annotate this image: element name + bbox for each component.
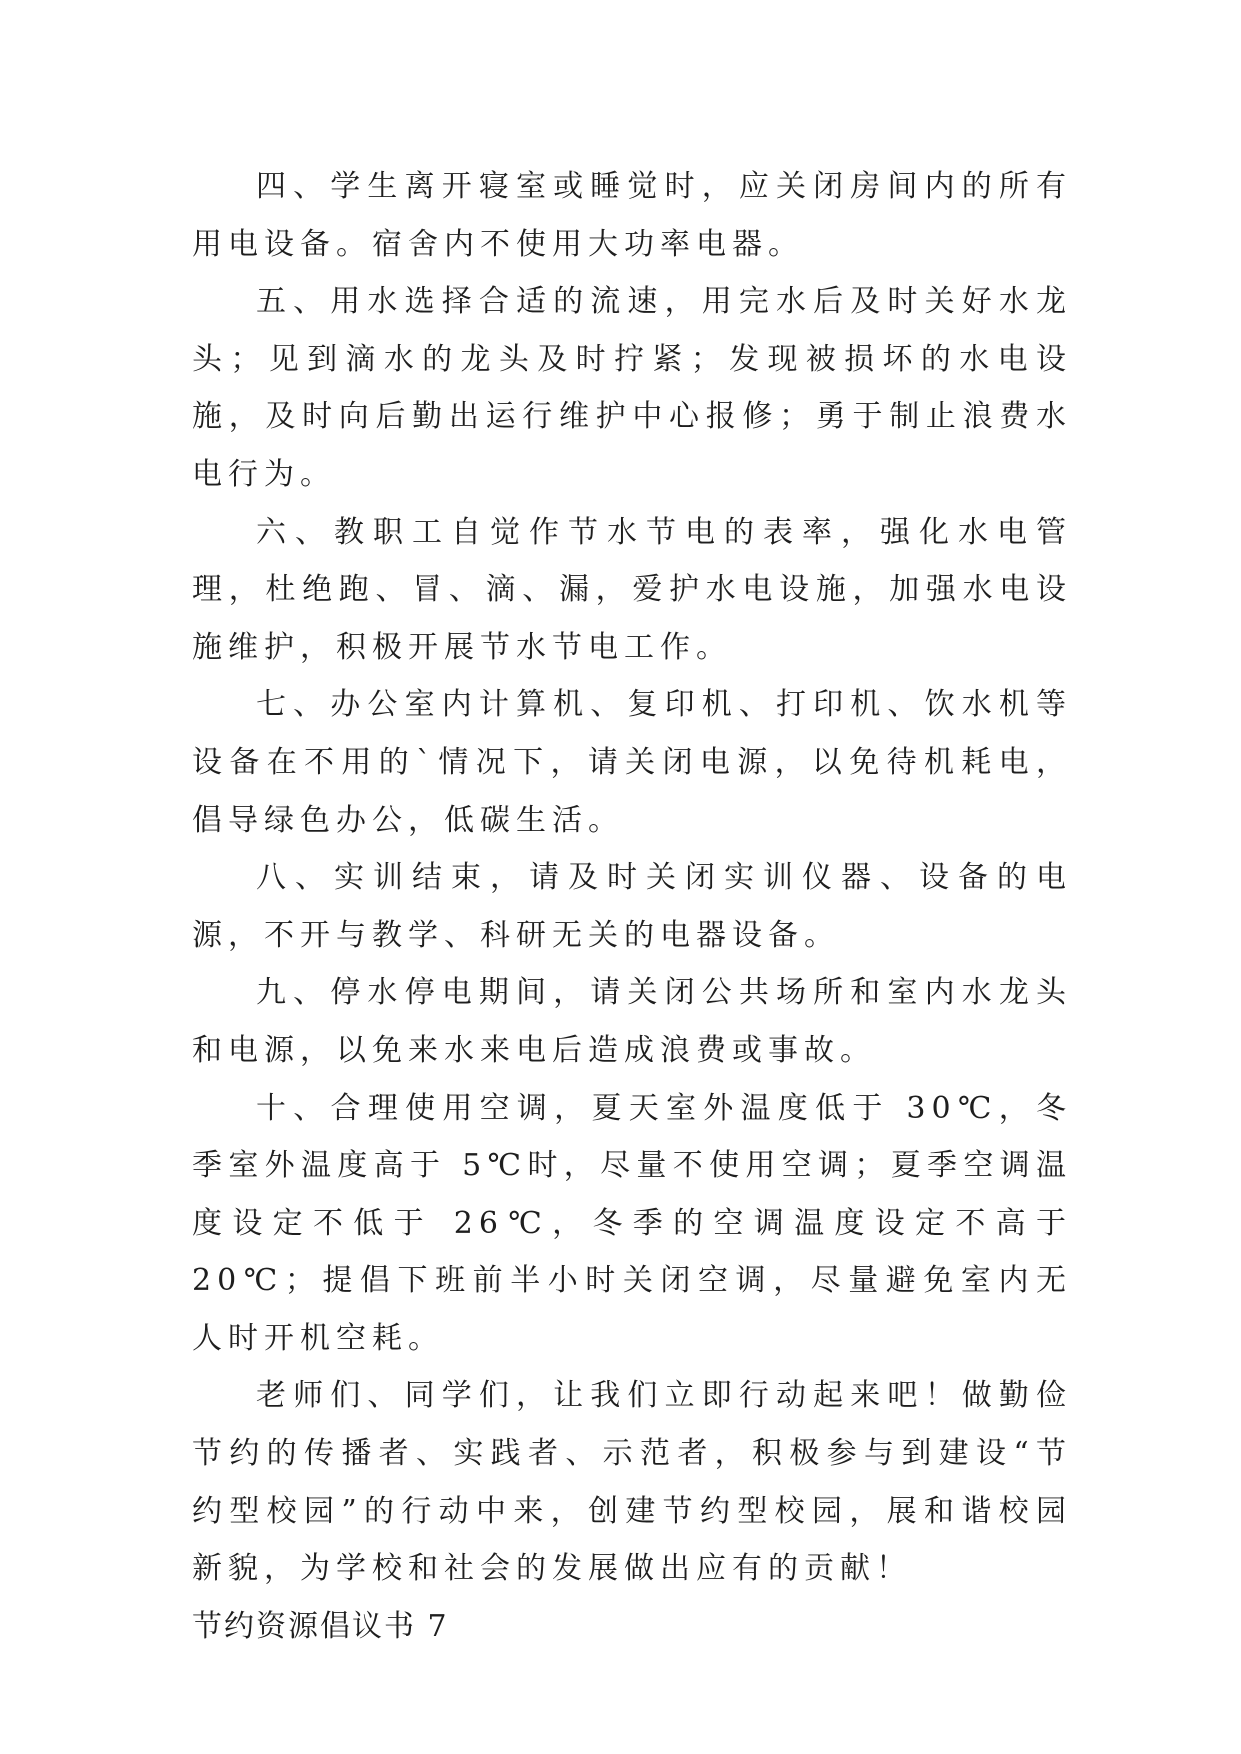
document-body — [192, 158, 1072, 1655]
closing-paragraph: 老师们、同学们，让我们立即行动起来吧！做勤俭节约的传播者、实践者、示范者，积极参与到建设“节约型校园”的行动中来，创建节约型校园，展和谐校园新貌，为学校和社会的发展做出应有的贡献！ — [192, 1378, 1072, 1587]
paragraph-item-4: 四、学生离开寝室或睡觉时，应关闭房间内的所有用电设备。宿舍内不使用大功率电器。 — [192, 169, 1072, 262]
paragraph-item-6: 六、教职工自觉作节水节电的表率，强化水电管理，杜绝跑、冒、滴、漏，爱护水电设施，加强水电设施维护，积极开展节水节电工作。 — [192, 514, 1072, 665]
paragraph-item-10: 十、合理使用空调，夏天室外温度低于 30℃，冬季室外温度高于 5℃时，尽量不使用空调；夏季空调温度设定不低于 26℃，冬季的空调温度设定不高于 20℃；提倡下班前半小时关闭空调，尽量避免室内无人时开机空耗。 — [192, 1090, 1072, 1356]
paragraph-item-9: 九、停水停电期间，请关闭公共场所和室内水龙头和电源，以免来水来电后造成浪费或事故。 — [192, 975, 1072, 1068]
paragraph-item-8: 八、实训结束，请及时关闭实训仪器、设备的电源，不开与教学、科研无关的电器设备。 — [192, 860, 1072, 953]
next-section-title: 节约资源倡议书 7 — [192, 1608, 449, 1644]
paragraph-item-7: 七、办公室内计算机、复印机、打印机、饮水机等设备在不用的`情况下，请关闭电源，以免待机耗电，倡导绿色办公，低碳生活。 — [192, 687, 1072, 838]
paragraph-item-5: 五、用水选择合适的流速，用完水后及时关好水龙头；见到滴水的龙头及时拧紧；发现被损坏的水电设施，及时向后勤出运行维护中心报修；勇于制止浪费水电行为。 — [192, 284, 1072, 492]
